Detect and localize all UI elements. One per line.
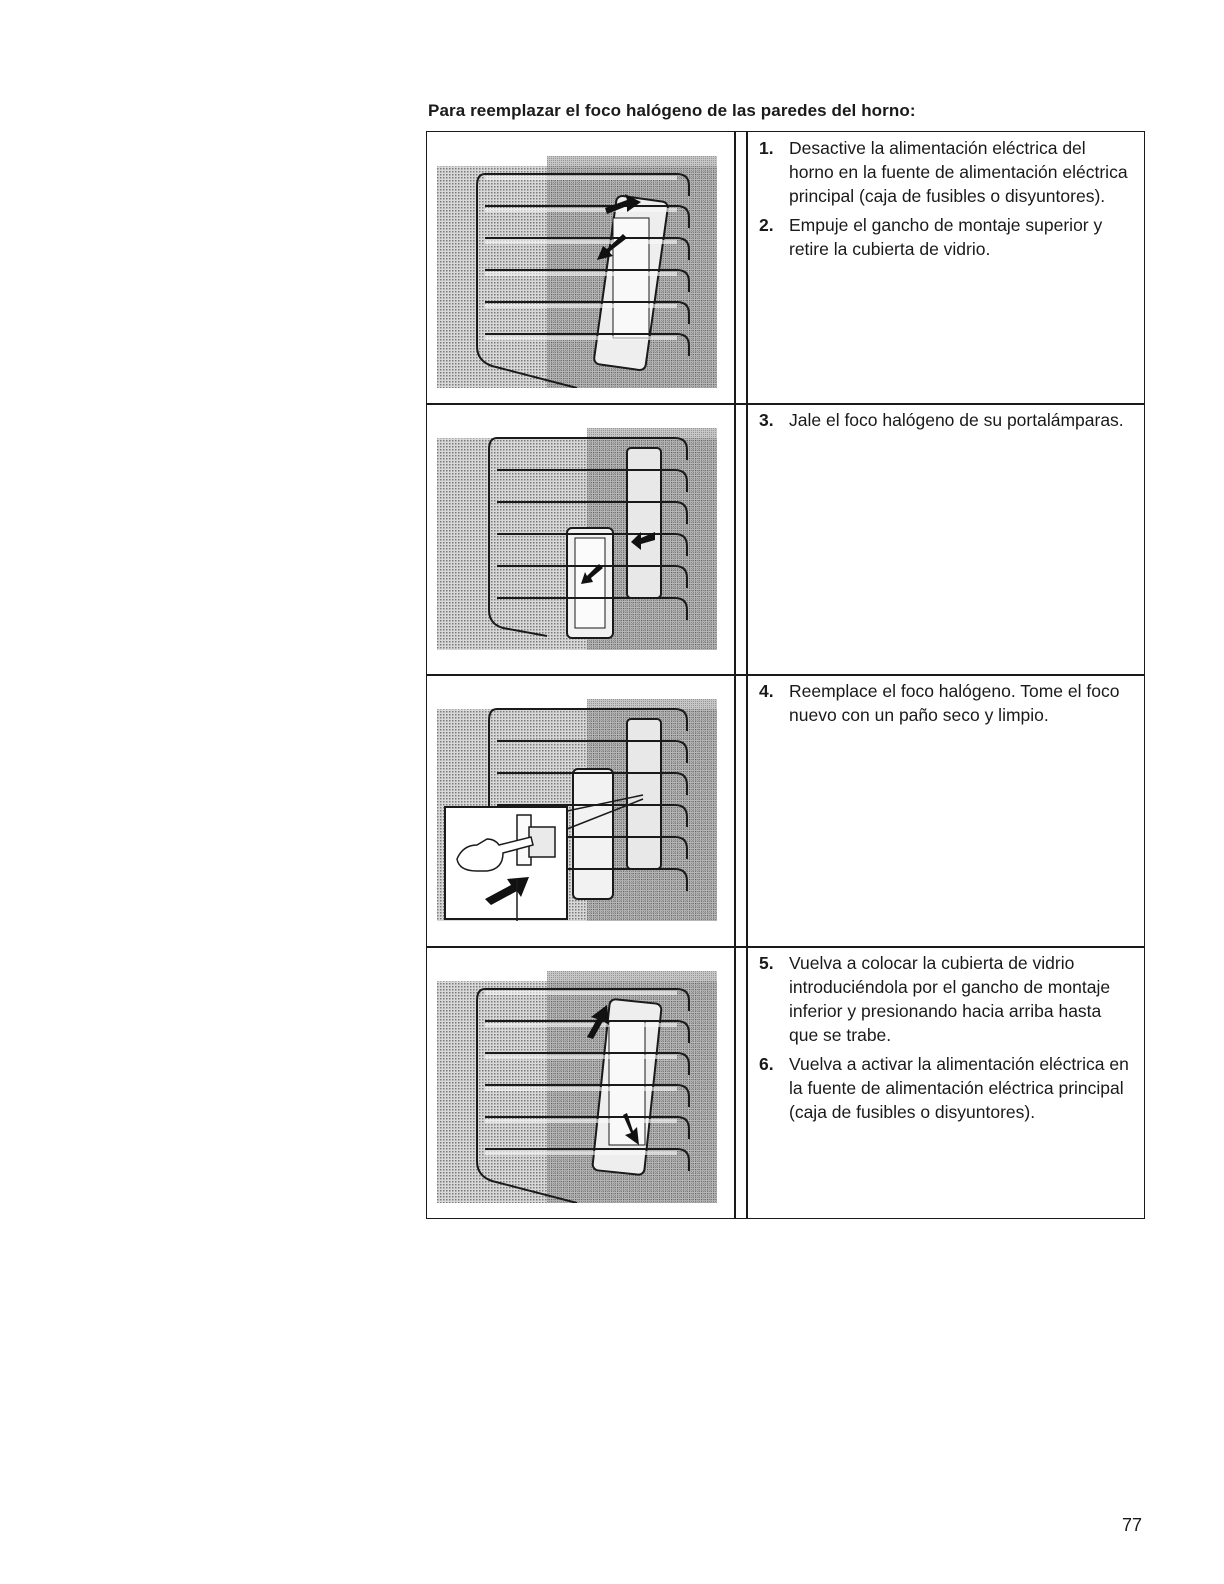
halogen-bulb-replace-illustration — [437, 699, 717, 931]
step-number: 2. — [759, 215, 774, 235]
halogen-bulb-pull-out-illustration — [437, 428, 717, 660]
step-item — [759, 679, 1132, 727]
step-text: Reemplace el foco halógeno. Tome el foco nuevo con un paño seco y limpio. — [789, 681, 1120, 725]
oven-wall-glass-cover-removal-illustration — [437, 156, 717, 388]
instruction-row — [427, 404, 1144, 674]
step-list — [759, 136, 1132, 266]
step-text: Empuje el gancho de montaje superior y retire la cubierta de vidrio. — [789, 215, 1103, 259]
step-number: 1. — [759, 138, 774, 158]
instruction-table — [426, 131, 1145, 1219]
step-item — [759, 1052, 1132, 1124]
step-number: 4. — [759, 681, 774, 701]
step-item — [759, 213, 1132, 261]
glass-cover-reinstall-illustration — [437, 971, 717, 1203]
step-number: 5. — [759, 953, 774, 973]
instruction-row — [427, 132, 1144, 403]
step-text: Vuelva a colocar la cubierta de vidrio introduciéndola por el gancho de montaje inferior y presionando hacia arriba hasta que se trabe. — [789, 953, 1111, 1045]
step-text: Desactive la alimentación eléctrica del horno en la fuente de alimentación eléctrica principal (caja de fusibles o disyuntores). — [789, 138, 1128, 206]
section-title: Para reemplazar el foco halógeno de las paredes del horno: — [428, 101, 916, 120]
step-item — [759, 408, 1132, 432]
instruction-row — [427, 675, 1144, 946]
step-list — [759, 408, 1132, 437]
step-text: Vuelva a activar la alimentación eléctrica en la fuente de alimentación eléctrica principal (caja de fusibles o disyuntores). — [789, 1054, 1129, 1122]
step-item — [759, 136, 1132, 208]
step-number: 6. — [759, 1054, 774, 1074]
step-text: Jale el foco halógeno de su portalámparas. — [789, 410, 1124, 430]
step-item — [759, 951, 1132, 1047]
step-list — [759, 951, 1132, 1129]
step-number: 3. — [759, 410, 774, 430]
step-list — [759, 679, 1132, 732]
instruction-row — [427, 947, 1144, 1217]
page-number: 77 — [1121, 1515, 1142, 1535]
